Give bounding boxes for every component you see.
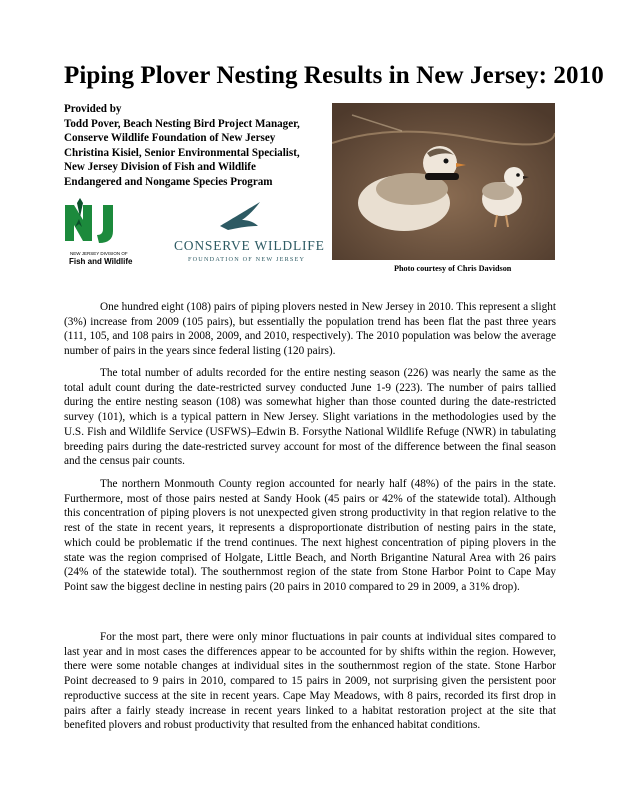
credits-line: Christina Kisiel, Senior Environmental Specialist,: [64, 146, 300, 159]
piping-plover-photo: [332, 103, 555, 260]
conserve-wildlife-subtitle: FOUNDATION OF NEW JERSEY: [188, 256, 306, 263]
nj-logo-main-text: Fish and Wildlife: [69, 257, 133, 266]
body-paragraph: The northern Monmouth County region accounted for nearly half (48%) of the pairs in the state. Furthermore, most of those pairs nested at Sandy Hook (45 pairs or 42% of the statewide total). Although this concentration of piping plovers is not unexpected given strong productivity in that region relative to the rest of the state in recent years, it represents a disproportionate distribution of nesting pairs in the state, which could be problematic if the trend continues. The next highest concentration of piping plovers in the state was the region comprised of Holgate, Little Beach, and North Brigantine Natural Area with 26 pairs (24% of the statewide total). The southernmost region of the state from Stone Harbor Point to Cape May Point saw the biggest decline in nesting pairs (20 pairs in 2010 compared to 29 in 2009, a 31% drop).: [64, 478, 556, 593]
plover-illustration: [332, 103, 555, 260]
photo-caption: Photo courtesy of Chris Davidson: [394, 264, 512, 273]
bird-icon: [168, 200, 318, 236]
page-title: Piping Plover Nesting Results in New Jersey: 2010: [64, 62, 604, 89]
credits-line: Endangered and Nongame Species Program: [64, 175, 273, 188]
body-paragraph: For the most part, there were only minor fluctuations in pair counts at individual sites compared to last year and in most cases the differences appear to be accounted for by shifts within the region. However, there were some notable changes at individual sites in the southernmost region of the state. Stone Harbor Point decreased to 9 pairs in 2010, compared to 15 pairs in 2009, not surprising given the persistent poor reproductive success at the site in recent years. Cape May Meadows, with 8 pairs, recorded its first drop in pairs after a fairly steady increase in recent years linked to a habitat restoration project at the site that benefited plovers and robust productivity that resulted from the enhanced habitat conditions.: [64, 631, 556, 732]
credits-line: Conserve Wildlife Foundation of New Jersey: [64, 132, 276, 145]
credits-line: New Jersey Division of Fish and Wildlife: [64, 161, 256, 174]
nj-logo-graphic: [63, 197, 143, 269]
credits-block: [64, 102, 334, 190]
conserve-wildlife-name: CONSERVE WILDLIFE: [174, 238, 325, 253]
nj-logo-small-text: NEW JERSEY DIVISION OF: [70, 251, 128, 256]
credits-line: Provided by: [64, 103, 122, 115]
body-paragraph: The total number of adults recorded for the entire nesting season (226) was nearly the same as the total adult count during the date-restricted survey conducted June 1-9 (223). The number of pairs tallied during the entire nesting season (108) was somewhat higher than those counted during the date-restricted survey (101), which is a typical pattern in New Jersey. Slight variations in the methodologies used by the U.S. Fish and Wildlife Service (USFWS)–Edwin B. Forsythe National Wildlife Refuge (NWR) in tabulating breeding pairs during the date-restricted survey account for most of the difference between the final season and the census pair counts.: [64, 367, 556, 468]
nj-fish-and-wildlife-logo: [63, 197, 143, 269]
credits-line: Todd Pover, Beach Nesting Bird Project Manager,: [64, 117, 300, 130]
body-paragraph: One hundred eight (108) pairs of piping plovers nested in New Jersey in 2010. This represent a slight (3%) increase from 2009 (105 pairs), but essentially the population trend has been flat the past three years (111, 105, and 108 pairs in 2008, 2009, and 2010, respectively). The 2010 population was below the average number of pairs in the years since federal listing (120 pairs).: [64, 301, 556, 358]
conserve-wildlife-logo: [168, 200, 325, 268]
